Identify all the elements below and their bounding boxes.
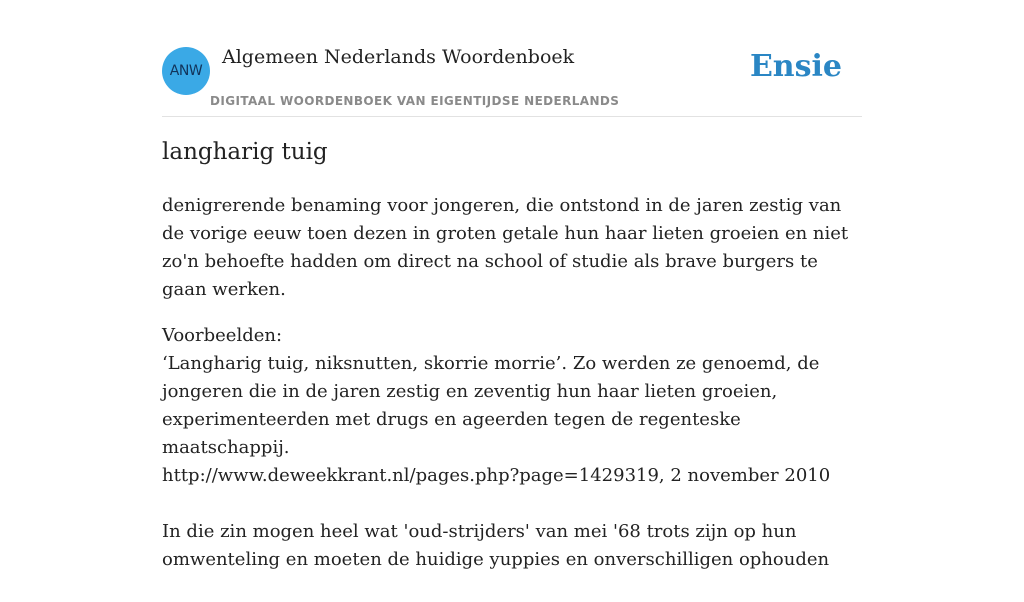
definition-text: denigrerende benaming voor jongeren, die ontstond in de jaren zestig van de vorige eeuw toen dezen in groten getale hun haar lieten groeien en niet zo'n behoefte hadden om direct na school of studie als brave burgers te gaan werken. [162, 195, 849, 300]
example-item [162, 350, 862, 490]
ensie-logo[interactable]: Ensie [749, 49, 842, 84]
examples-label: Voorbeelden: [162, 325, 283, 346]
example-item [162, 518, 862, 574]
site-title[interactable]: Algemeen Nederlands Woordenboek [222, 46, 575, 68]
entry-title: langharig tuig [162, 139, 328, 165]
page-container [162, 0, 862, 570]
site-subtitle: DIGITAAL WOORDENBOEK VAN EIGENTIJDSE NEDERLANDS [210, 94, 620, 108]
example-source: http://www.deweekkrant.nl/pages.php?page=1429319, 2 november 2010 [162, 465, 831, 486]
site-header [162, 0, 862, 117]
example-quote: In die zin mogen heel wat 'oud-strijders' van mei '68 trots zijn op hun omwenteling en moeten de huidige yuppies en onverschilligen ophouden [162, 521, 830, 570]
entry-body [162, 192, 862, 602]
anw-logo[interactable]: ANW [162, 47, 210, 95]
example-quote: ‘Langharig tuig, niksnutten, skorrie morrie’. Zo werden ze genoemd, de jongeren die in de jaren zestig en zeventig hun haar lieten groeien, experimenteerden met drugs en ageerden tegen de regenteske maatschappij. [162, 353, 820, 458]
